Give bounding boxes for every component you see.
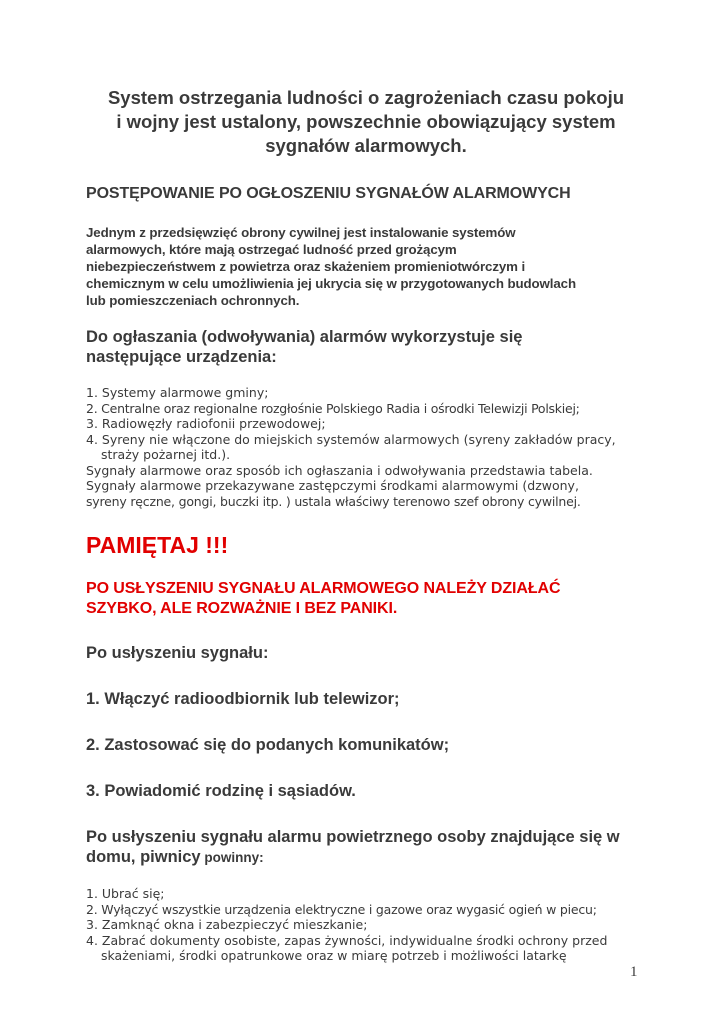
step-3: 3. Powiadomić rodzinę i sąsiadów. — [86, 782, 356, 800]
devices-heading — [86, 327, 646, 367]
title-line-1: System ostrzegania ludności o zagrożeniach czasu pokoju — [107, 87, 625, 108]
devices-para-line-3: syreny ręczne, gongi, buczki itp. ) ustala właściwy terenowo szef obrony cywilnej. — [86, 493, 581, 509]
intro-line-3: niebezpieczeństwem z powietrza oraz skażeniem promieniotwórczym i — [86, 259, 526, 274]
devices-list — [86, 385, 646, 463]
air-alarm-heading-suffix: powinny: — [200, 850, 264, 865]
document-page — [86, 86, 646, 964]
devices-paragraph — [86, 463, 646, 510]
air-alarm-heading-line-1: Po usłyszeniu sygnału alarmu powietrznego osoby znajdujące się w — [86, 828, 620, 846]
list-item: 1. Ubrać się; — [86, 886, 165, 901]
after-signal-heading: Po usłyszeniu sygnału: — [86, 644, 269, 662]
intro-paragraph — [86, 224, 646, 309]
intro-line-5: lub pomieszczeniach ochronnych. — [86, 293, 300, 308]
list-item: 3. Radiowęzły radiofonii przewodowej; — [86, 416, 326, 431]
warning-line-1: PO USŁYSZENIU SYGNAŁU ALARMOWEGO NALEŻY DZIAŁAĆ — [86, 580, 561, 597]
devices-para-line-1: Sygnały alarmowe oraz sposób ich ogłaszania i odwoływania przedstawia tabela. — [86, 462, 593, 478]
step-2: 2. Zastosować się do podanych komunikatów; — [86, 736, 450, 754]
devices-para-line-2: Sygnały alarmowe przekazywane zastępczymi środkami alarmowymi (dzwony, — [86, 478, 579, 493]
warning-line-2: SZYBKO, ALE ROZWAŻNIE I BEZ PANIKI. — [86, 600, 398, 617]
step-1: 1. Włączyć radioodbiornik lub telewizor; — [86, 690, 400, 708]
title-line-3: sygnałów alarmowych. — [265, 135, 467, 156]
list-item: 2. Centralne oraz regionalne rozgłośnie Polskiego Radia i ośrodki Telewizji Polskiej; — [86, 400, 580, 416]
title-line-2: i wojny jest ustalony, powszechnie obowiązujący system — [116, 111, 616, 132]
list-item: 4. Zabrać dokumenty osobiste, zapas żywności, indywidualne środki ochrony przed skażeniami, środki opatrunkowe oraz w miarę potrzeb i możliwości latarkę — [86, 932, 608, 963]
list-item: 4. Syreny nie włączone do miejskich systemów alarmowych (syreny zakładów pracy, straży pożarnej itd.). — [86, 431, 616, 462]
section-heading: POSTĘPOWANIE PO OGŁOSZENIU SYGNAŁÓW ALARMOWYCH — [86, 185, 571, 202]
devices-heading-line-1: Do ogłaszania (odwoływania) alarmów wykorzystuje się — [86, 328, 523, 346]
list-item: 1. Systemy alarmowe gminy; — [86, 385, 269, 400]
list-item: 2. Wyłączyć wszystkie urządzenia elektryczne i gazowe oraz wygasić ogień w piecu; — [86, 901, 597, 917]
air-alarm-heading — [86, 827, 646, 868]
air-alarm-heading-line-2: domu, piwnicy — [86, 848, 201, 866]
intro-line-4: chemicznym w celu umożliwienia jej ukrycia się w przygotowanych budowlach — [86, 276, 576, 291]
list-item: 3. Zamknąć okna i zabezpieczyć mieszkanie; — [86, 917, 368, 932]
warning-text — [86, 579, 646, 619]
devices-heading-line-2: następujące urządzenia: — [86, 348, 277, 366]
intro-line-2: alarmowych, które mają ostrzegać ludność przed grożącym — [86, 242, 457, 257]
remember-heading: PAMIĘTAJ !!! — [86, 532, 229, 558]
page-number: 1 — [630, 964, 638, 980]
intro-line-1: Jednym z przedsięwzięć obrony cywilnej jest instalowanie systemów — [86, 225, 516, 240]
document-title — [86, 86, 646, 158]
air-alarm-list — [86, 886, 646, 964]
